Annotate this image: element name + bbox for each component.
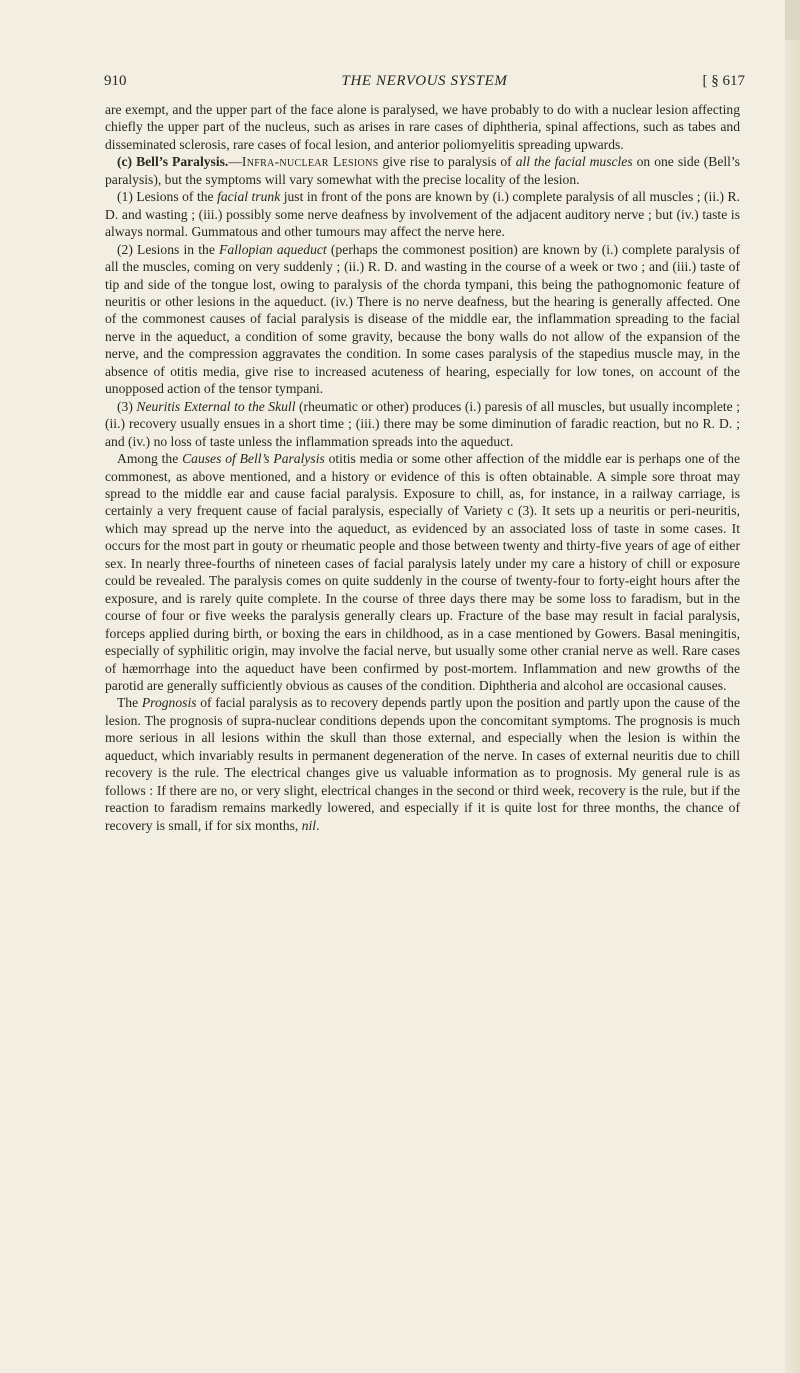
running-header: [104, 73, 745, 93]
bells-paralysis-heading: (c) Bell’s Paralysis.: [117, 154, 229, 170]
paragraph-continuation: are exempt, and the upper part of the face alone is paralysed, we have probably to do with a nuclear lesion affecting chiefly the upper part of the nucleus, such as arises in rare cases of diphtheria, spinal affections, such as tabes and disseminated sclerosis, rare cases of focal lesion, and anterior poliomyelitis spreading upwards.: [105, 102, 740, 152]
paragraph-causes: Among the Causes of Bell’s Paralysis otitis media or some other affection of the middle ear is perhaps one of the commonest, as above mentioned, and a history or evidence of this is often obtainable. A simple sore throat may spread to the middle ear and cause facial paralysis. Exposure to chill, as, for instance, in a railway carriage, is certainly a very frequent cause of facial paralysis, especially of Variety c (3). It sets up a neuritis or peri-neuritis, which may spread up the nerve into the aqueduct, as evidenced by an associated loss of taste in some cases. It occurs for the most part in gouty or rheumatic people and those between twenty and thirty-five years of age of either sex. In nearly three-fourths of nineteen cases of facial paralysis lately under my care a history of chill or exposure could be revealed. The paralysis comes on quite suddenly in the course of twenty-four to forty-eight hours after the exposure, and is rarely quite complete. In the course of three days there may be some loss to faradism, but in the course of four or five weeks the paralysis generally clears up. Fracture of the base may result in facial paralysis, forceps applied during birth, or boxing the ears in childhood, as in a case mentioned by Gowers. Basal meningitis, especially of syphilitic origin, may involve the facial nerve, but usually some other cranial nerve as well. Rare cases of hæmorrhage into the aqueduct have been confirmed by post-mortem. Inflammation and new growths of the parotid are generally sufficiently obvious as causes of the condition. Diphtheria and alcohol are occasional causes.: [105, 451, 740, 693]
paragraph-facial-trunk: (1) Lesions of the facial trunk just in front of the pons are known by (i.) complete paralysis of all muscles ; (ii.) R. D. and wasting ; (iii.) possibly some nerve deafness by involvement of the adjacent auditory nerve ; but (iv.) taste is always normal. Gummatous and other tumours may affect the nerve here.: [105, 189, 740, 240]
page-edge: [785, 0, 800, 1373]
paragraph-fallopian-aqueduct: (2) Lesions in the Fallopian aqueduct (perhaps the commonest position) are known by (i.) complete paralysis of all the muscles, coming on very suddenly ; (ii.) R. D. and wasting in the course of a week or two ; and (iii.) taste of tip and side of the tongue lost, owing to paralysis of the chorda tympani, this being the pathognomonic feature of neuritis or other lesions in the aqueduct. (iv.) There is no nerve deafness, but the hearing is generally affected. One of the commonest causes of facial paralysis is disease of the middle ear, the inflammation spreading to the facial nerve in the aqueduct, a condition of some gravity, because the bony walls do not allow of the expansion of the nerve, and the compression aggravates the condition. In some cases paralysis of the stapedius muscle may, in the absence of otitis media, give rise to increased acuteness of hearing, especially for low tones, on account of the unopposed action of the tensor tympani.: [105, 241, 740, 397]
paragraph-prognosis: The Prognosis of facial paralysis as to recovery depends partly upon the position and partly upon the cause of the lesion. The prognosis of supra-nuclear conditions depends upon the concomitant symptoms. The prognosis is much more serious in all lesions within the skull than those external, and especially when the lesion is within the aqueduct, which invariably results in permanent degeneration of the nerve. In cases of external neuritis due to chill recovery is the rule. The electrical changes give us valuable information as to prognosis. My general rule is as follows : If there are no, or very slight, electrical changes in the second or third week, recovery is the rule, but if the reaction to faradism remains markedly lowered, and especially if it is quite lost for three months, the chance of recovery is small, if for six months, nil.: [105, 695, 740, 833]
page-number: 910: [104, 73, 127, 89]
infra-nuclear-heading: Infra-nuclear Lesions: [241, 154, 379, 170]
paragraph-bells-paralysis: (c) Bell’s Paralysis.—Infra-nuclear Lesions give rise to paralysis of all the facial muscles on one side (Bell’s paralysis), but the symptoms will vary somewhat with the precise locality of the lesion.: [105, 154, 740, 187]
paragraph-neuritis-external: (3) Neuritis External to the Skull (rheumatic or other) produces (i.) paresis of all muscles, but usually incomplete ; (ii.) recovery usually ensues in a short time ; (iii.) there may be some diminution of faradic reaction, but no R. D. ; and (iv.) no loss of taste unless the inflammation spreads into the aqueduct.: [105, 398, 741, 449]
page-edge-shadow: [785, 0, 800, 40]
page-body: [105, 101, 740, 834]
section-marker: [ § 617: [702, 73, 745, 89]
running-title: THE NERVOUS SYSTEM: [341, 73, 508, 89]
